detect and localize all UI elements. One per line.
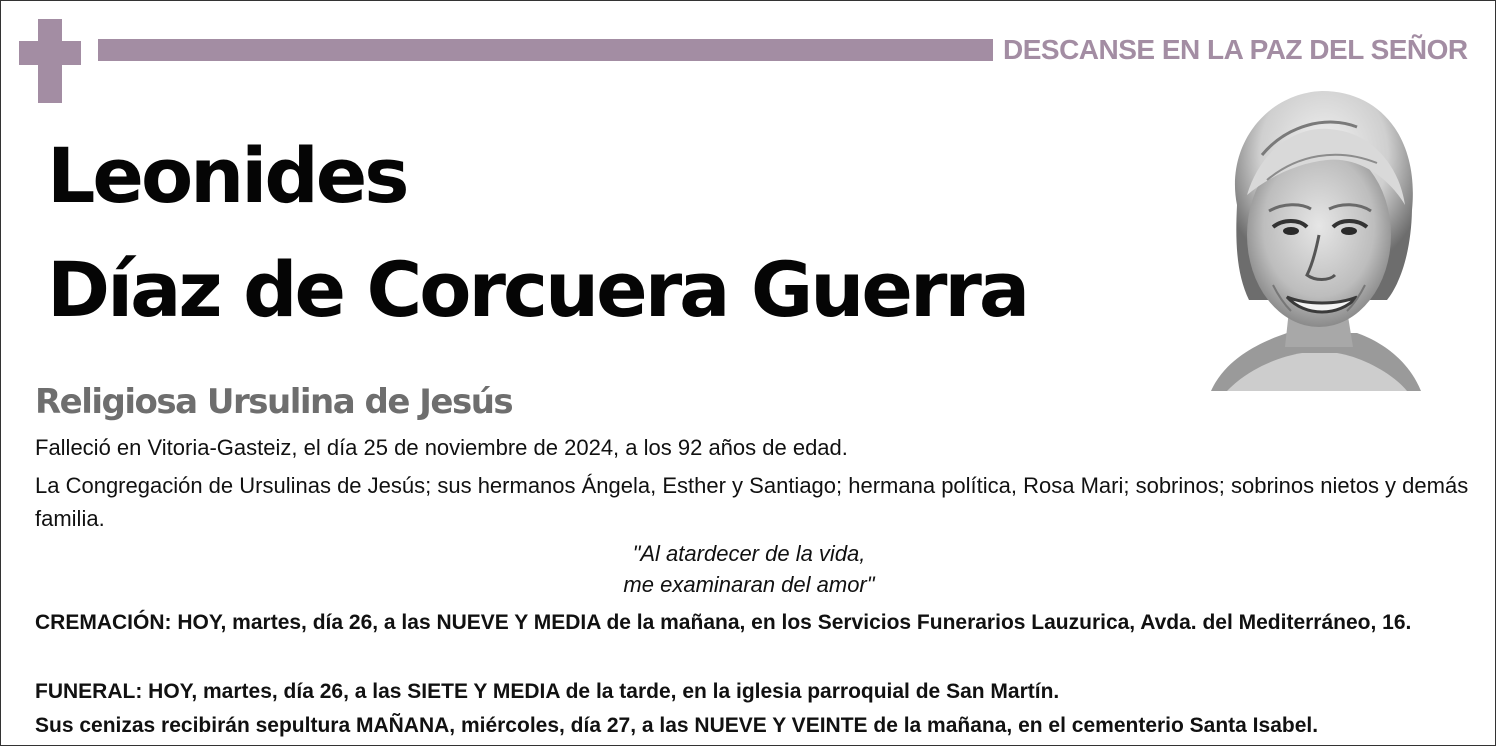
portrait-photo — [1207, 85, 1425, 391]
cremation-details: CREMACIÓN: HOY, martes, día 26, a las NUEVE Y MEDIA de la mañana, en los Servicios Funerarios Lauzurica, Avda. del Mediterráneo, 16. — [35, 611, 1412, 634]
surnames: Díaz de Corcuera Guerra — [47, 245, 1028, 334]
first-name: Leonides — [47, 131, 407, 220]
quote-line-2: me examinaran del amor" — [623, 572, 875, 597]
quote-line-1: "Al atardecer de la vida, — [632, 541, 866, 566]
header-divider-bar-end — [987, 39, 993, 61]
death-announcement: Falleció en Vitoria-Gasteiz, el día 25 de noviembre de 2024, a los 92 años de edad. — [35, 435, 848, 460]
header-divider-bar — [98, 39, 993, 61]
funeral-details: FUNERAL: HOY, martes, día 26, a las SIETE Y MEDIA de la tarde, en la iglesia parroquial de San Martín. — [35, 680, 1060, 703]
memorial-quote — [1, 538, 1496, 600]
religious-role: Religiosa Ursulina de Jesús — [35, 382, 513, 422]
deceased-name — [47, 119, 1027, 347]
header-tagline: DESCANSE EN LA PAZ DEL SEÑOR — [1003, 34, 1468, 65]
burial-details: Sus cenizas recibirán sepultura MAÑANA, miércoles, día 27, a las NUEVE Y VEINTE de la mañana, en el cementerio Santa Isabel. — [35, 714, 1319, 737]
family-mourners: La Congregación de Ursulinas de Jesús; sus hermanos Ángela, Esther y Santiago; hermana política, Rosa Mari; sobrinos; sobrinos nietos y demás familia. — [35, 473, 1469, 531]
cross-icon — [19, 19, 81, 103]
